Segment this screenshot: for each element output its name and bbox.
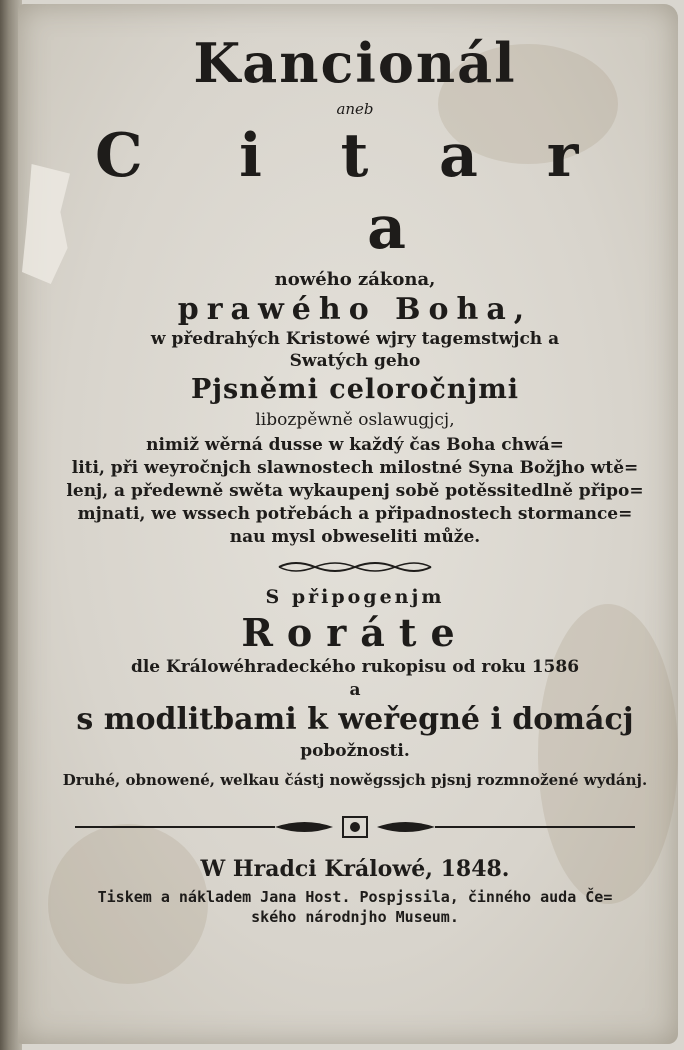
- ornament-divider-icon: [275, 559, 435, 575]
- rule-ornament-icon: [75, 813, 635, 841]
- body-line: nimiž wěrná dusse w každý čas Boha chwá=: [146, 435, 564, 455]
- book-title: Kancionál: [193, 31, 517, 95]
- body-line: lenj, a předewně swěta wykaupenj sobě potěssitedlně připo=: [66, 481, 644, 501]
- line-dle-rukopisu: dle Králowéhradeckého rukopisu od roku 1586: [130, 657, 580, 677]
- line-rorate: Roráte: [241, 610, 469, 655]
- line-noweho: nowého zákona,: [274, 269, 436, 290]
- line-druhe-wydani: Druhé, obnowené, welkau částj nowěgssjch pjsnj rozmnožené wydánj.: [62, 771, 648, 789]
- line-swatych: Swatých geho: [289, 351, 421, 371]
- line-place-year: W Hradci Králowé, 1848.: [200, 856, 510, 882]
- line-a: a: [349, 680, 361, 700]
- line-pripogenim: S připogenjm: [265, 586, 445, 608]
- title-page-text: [60, 28, 650, 927]
- line-praweho: prawého Boha,: [177, 292, 533, 327]
- line-pisnemi: Pjsněmi celoročnjmi: [190, 374, 520, 405]
- body-line: mjnati, we wssech potřebách a připadnostech stormance=: [77, 504, 633, 524]
- conjunction-text: aneb: [336, 100, 374, 118]
- line-libozpewne: libozpěwně oslawugjcj,: [255, 410, 455, 430]
- subtitle-citara: C i t a ra: [95, 121, 580, 263]
- body-line: nau mysl obweseliti může.: [229, 527, 481, 547]
- line-modlitbami: s modlitbami k weřegné i domácj: [76, 702, 634, 737]
- body-line: liti, při weyročnjch slawnostech milostné Syna Božjho wtě=: [71, 458, 639, 478]
- line-poboznosti: pobožnosti.: [300, 741, 410, 761]
- printer-line: ského národnjho Museum.: [251, 908, 459, 926]
- line-predrahych: w předrahých Kristowé wjry tagemstwjch a: [150, 329, 560, 349]
- printer-line: Tiskem a nákladem Jana Host. Pospjssila, činného auda Če=: [97, 888, 613, 906]
